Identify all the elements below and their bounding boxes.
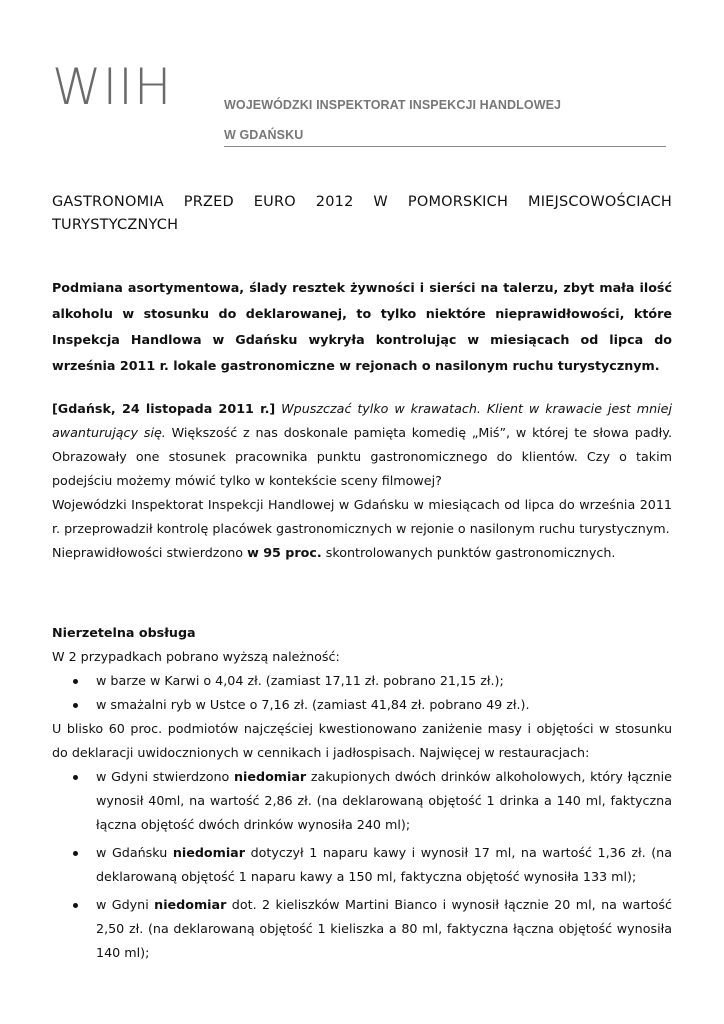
irregularities-text-start: Nieprawidłowości stwierdzono (52, 545, 248, 560)
irregularities-percentage: w 95 proc. (247, 545, 322, 560)
underfill-paragraph: U blisko 60 proc. podmiotów najczęściej kwestionowano zaniżenie masy i objętości w stosunku do deklaracji uwidocznionych w cennikach i jadłospisach. Najwięcej w restauracjach: (52, 721, 672, 760)
item-text: w Gdyni (96, 897, 155, 912)
item-text: dot. 2 kieliszków Martini Bianco i wynosił łącznie 20 ml, na wartość 2,50 zł. (na deklarowaną objętość 1 kieliszka a 80 ml, faktyczna łączna objętość wynosiła 140 ml); (96, 897, 672, 960)
overcharge-list (52, 669, 672, 717)
intro-paragraph (52, 397, 672, 493)
film-quote: Wpuszczać tylko w krawatach. Klient w krawacie jest mniej awanturujący się. (52, 401, 672, 440)
organization-name-line1: WOJEWÓDZKI INSPEKTORAT INSPEKCJI HANDLOWEJ (224, 98, 562, 112)
header-divider (224, 146, 666, 147)
list-item (52, 841, 672, 889)
intro-section (52, 397, 672, 565)
organization-name-line2: W GDAŃSKU (224, 128, 304, 142)
underfill-list (52, 765, 672, 965)
list-item (52, 893, 672, 965)
item-bold: niedomiar (154, 897, 227, 912)
section-heading: Nierzetelna obsługa (52, 625, 196, 640)
inspection-paragraph: Wojewódzki Inspektorat Inspekcji Handlowej w Gdańsku w miesiącach od lipca do września 2011 r. przeprowadził kontrolę placówek gastronomicznych w rejonie o nasilonym ruchu turystycznym. (52, 497, 672, 536)
list-item: w smażalni ryb w Ustce o 7,16 zł. (zamiast 41,84 zł. pobrano 49 zł.). (52, 693, 672, 717)
irregularities-paragraph (52, 541, 672, 565)
lead-paragraph: Podmiana asortymentowa, ślady resztek żywności i sierści na talerzu, zbyt mała ilość alkoholu w stosunku do deklarowanej, to tylko niektóre nieprawidłowości, które Inspekcja Handlowa w Gdańsku wykryła kontrolując w miesiącach od lipca do września 2011 r. lokale gastronomiczne w rejonach o nasilonym ruchu turystycznym. (52, 280, 672, 373)
wiih-logo: WIIH (52, 58, 173, 116)
dateline: [Gdańsk, 24 listopada 2011 r.] (52, 401, 276, 416)
intro-text: Większość z nas doskonale pamięta komedię „Miś”, w której te słowa padły. Obrazowały one stosunek pracownika punktu gastronomicznego do klientów. Czy o takim podejściu możemy mówić tylko w kontekście sceny filmowej? (52, 425, 672, 488)
list-item (52, 765, 672, 837)
item-text: zakupionych dwóch drinków alkoholowych, który łącznie wynosił 40ml, na wartość 2,86 zł. (na deklarowaną objętość 1 drinka a 140 ml, faktyczna łączna objętość dwóch drinków wynosiła 240 ml); (96, 769, 672, 832)
item-bold: niedomiar (172, 845, 246, 860)
document-title: GASTRONOMIA PRZED EURO 2012 W POMORSKICH MIEJSCOWOŚCIACH TURYSTYCZNYCH (52, 194, 672, 233)
irregularities-text-end: skontrolowanych punktów gastronomicznych. (321, 545, 616, 560)
item-text: w Gdańsku (96, 845, 173, 860)
unreliable-service-section (52, 621, 672, 965)
item-bold: niedomiar (234, 769, 307, 784)
section-intro: W 2 przypadkach pobrano wyższą należność: (52, 649, 340, 664)
list-item: w barze w Karwi o 4,04 zł. (zamiast 17,11 zł. pobrano 21,15 zł.); (52, 669, 672, 693)
item-text: dotyczył 1 naparu kawy i wynosił 17 ml, na wartość 1,36 zł. (na deklarowaną objętość 1 naparu kawy a 150 ml, faktyczna objętość wynosiła 133 ml); (96, 845, 672, 884)
item-text: w Gdyni stwierdzono (96, 769, 234, 784)
